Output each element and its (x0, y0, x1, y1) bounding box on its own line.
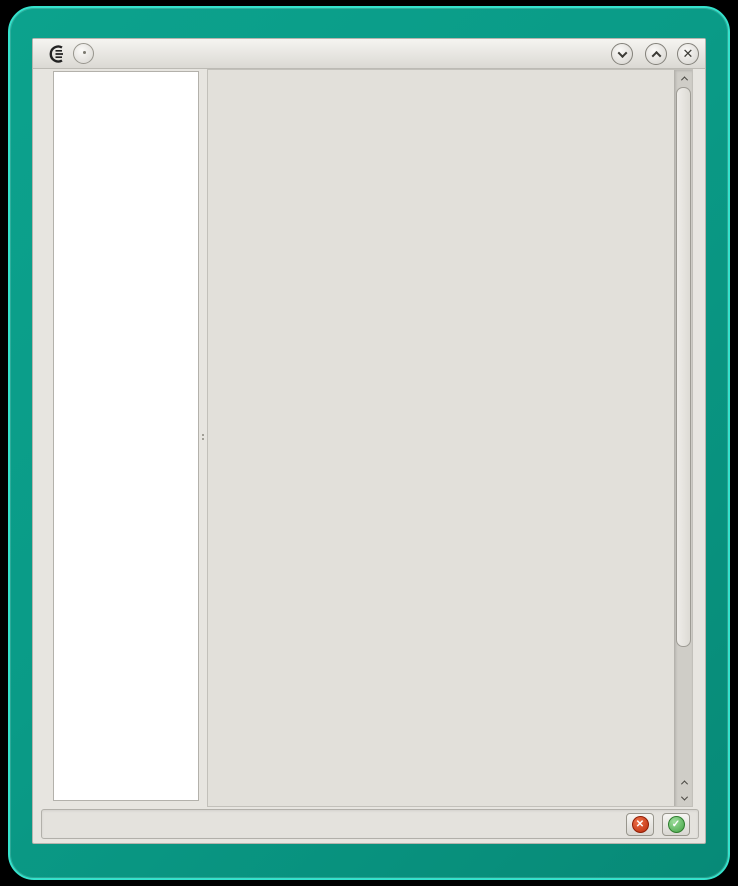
window-menu-button[interactable] (73, 43, 94, 64)
scrollbar-thumb[interactable] (676, 87, 691, 647)
chevron-up-icon (651, 50, 661, 60)
coedit-logo-icon (47, 44, 67, 64)
groups-container (210, 70, 672, 807)
chevron-up-icon (680, 76, 687, 83)
ok-check-circle-icon: ✓ (668, 816, 685, 833)
scroll-down-button[interactable] (675, 790, 693, 806)
sidebar-tree[interactable] (53, 71, 199, 801)
scroll-up-button[interactable] (675, 70, 693, 86)
scroll-up-button-2[interactable] (675, 774, 693, 790)
cancel-circle-icon: ✕ (632, 816, 649, 833)
splitter-handle[interactable] (199, 71, 207, 801)
chevron-down-icon (617, 48, 627, 58)
titlebar[interactable] (33, 39, 705, 69)
compilers-paths-panel (207, 69, 693, 807)
footer-bar (41, 809, 699, 839)
close-icon: ✕ (682, 46, 694, 62)
minimize-button[interactable] (611, 43, 633, 65)
ok-button[interactable] (662, 813, 690, 836)
maximize-button[interactable] (645, 43, 667, 65)
cancel-button[interactable] (626, 813, 654, 836)
options-editor-window (32, 38, 706, 844)
splitter-grip-icon (201, 433, 205, 441)
panel-scrollbar[interactable] (674, 70, 692, 807)
close-button[interactable] (677, 43, 699, 65)
chevron-up-icon (680, 780, 687, 787)
chevron-down-icon (680, 793, 687, 800)
